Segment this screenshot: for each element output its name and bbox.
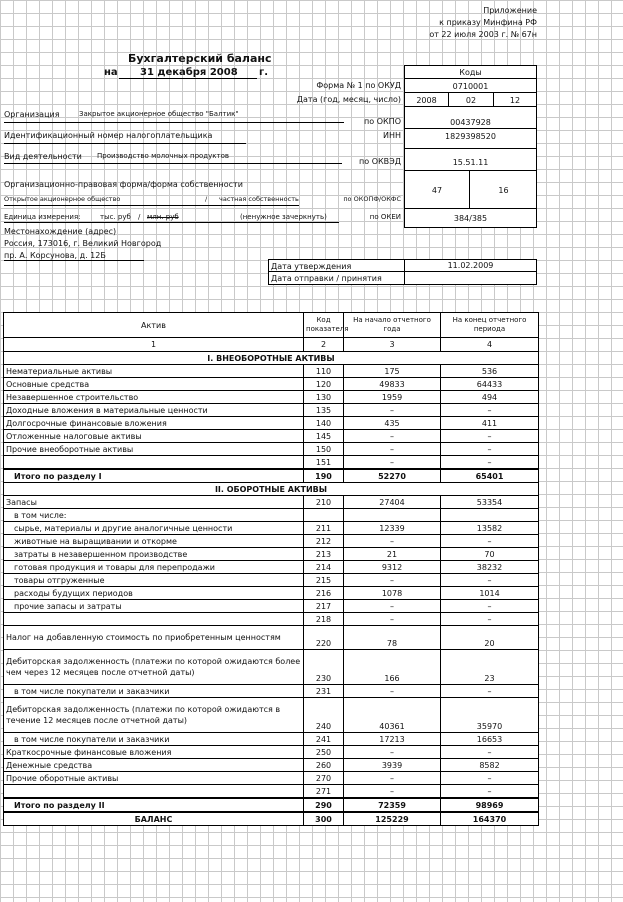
total-row xyxy=(4,469,539,483)
row-label: Прочие оборотные активы xyxy=(4,772,304,785)
row-code: 300 xyxy=(304,812,344,826)
row-start-value: 9312 xyxy=(344,561,441,574)
report-date: 31 декабря 2008 xyxy=(140,67,238,78)
row-end-value: 16653 xyxy=(441,733,539,746)
row-end-value: 411 xyxy=(441,417,539,430)
table-row xyxy=(4,378,539,391)
row-end-value: – xyxy=(441,456,539,470)
row-end-value: 494 xyxy=(441,391,539,404)
legal-form-label: Организационно-правовая форма/форма собственности xyxy=(4,180,243,189)
row-code: 217 xyxy=(304,600,344,613)
okpo-value: 00437928 xyxy=(450,118,491,127)
table-header-nums xyxy=(4,338,539,352)
date-month: 02 xyxy=(465,96,477,105)
org-label: Организация xyxy=(4,110,60,119)
okei-value: 384/385 xyxy=(453,214,488,223)
date-label: Дата (год, месяц, число) xyxy=(296,95,401,104)
row-start-value: – xyxy=(344,600,441,613)
codes-divider xyxy=(404,208,537,209)
row-label: сырье, материалы и другие аналогичные ценности xyxy=(4,522,304,535)
row-code: 211 xyxy=(304,522,344,535)
row-code xyxy=(304,509,344,522)
row-end-value: 20 xyxy=(441,626,539,650)
row-label: готовая продукция и товары для перепродажи xyxy=(4,561,304,574)
row-label: Дебиторская задолженность (платежи по которой ожидаются более чем через 12 месяцев после отчетной даты) xyxy=(4,650,304,685)
row-code: 215 xyxy=(304,574,344,587)
row-label: товары отгруженные xyxy=(4,574,304,587)
codes-divider xyxy=(404,170,537,171)
row-code: 213 xyxy=(304,548,344,561)
okpo-label: по ОКПО xyxy=(364,117,401,126)
approved-value: 11.02.2009 xyxy=(447,261,494,270)
row-end-value: 13582 xyxy=(441,522,539,535)
row-label: Налог на добавленную стоимость по приобретенным ценностям xyxy=(4,626,304,650)
row-code: 270 xyxy=(304,772,344,785)
row-code: 130 xyxy=(304,391,344,404)
table-row xyxy=(4,574,539,587)
row-label: расходы будущих периодов xyxy=(4,587,304,600)
header-start: На начало отчетного года xyxy=(344,313,441,338)
codes-divider xyxy=(404,128,537,129)
inn-label: Идентификационный номер налогоплательщика xyxy=(4,131,213,140)
row-start-value: 1959 xyxy=(344,391,441,404)
table-row xyxy=(4,626,539,650)
row-start-value: 72359 xyxy=(344,798,441,812)
row-label: Незавершенное строительство xyxy=(4,391,304,404)
row-code: 120 xyxy=(304,378,344,391)
ownership-value: частная собственность xyxy=(219,195,299,203)
okei-label: по ОКЕИ xyxy=(369,213,401,221)
row-label: Краткосрочные финансовые вложения xyxy=(4,746,304,759)
table-row xyxy=(4,443,539,456)
row-end-value: – xyxy=(441,685,539,698)
legal-form-value: Открытое акционерное общество xyxy=(4,195,121,203)
row-code: 240 xyxy=(304,698,344,733)
row-start-value xyxy=(344,509,441,522)
row-start-value: 49833 xyxy=(344,378,441,391)
date-suffix: г. xyxy=(259,67,269,78)
row-start-value: – xyxy=(344,613,441,626)
okopf-value: 47 xyxy=(431,186,443,195)
table-row xyxy=(4,535,539,548)
row-start-value: 78 xyxy=(344,626,441,650)
row-end-value: 38232 xyxy=(441,561,539,574)
address-label: Местонахождение (адрес) xyxy=(4,227,117,236)
row-end-value: – xyxy=(441,613,539,626)
row-end-value: 53354 xyxy=(441,496,539,509)
row-code: 230 xyxy=(304,650,344,685)
row-code: 218 xyxy=(304,613,344,626)
row-label: БАЛАНС xyxy=(4,812,304,826)
sent-label: Дата отправки / принятия xyxy=(271,274,382,283)
row-code: 210 xyxy=(304,496,344,509)
address-underline xyxy=(4,260,144,261)
codes-divider xyxy=(404,106,537,107)
date-cells-divider xyxy=(448,92,494,106)
inn-underline xyxy=(4,143,246,144)
row-end-value: 536 xyxy=(441,365,539,378)
row-start-value: 27404 xyxy=(344,496,441,509)
table-row xyxy=(4,404,539,417)
row-start-value: 21 xyxy=(344,548,441,561)
row-code: 231 xyxy=(304,685,344,698)
row-label: Отложенные налоговые активы xyxy=(4,430,304,443)
row-end-value: – xyxy=(441,404,539,417)
total-row xyxy=(4,798,539,812)
row-start-value: – xyxy=(344,772,441,785)
row-code: 250 xyxy=(304,746,344,759)
table-row xyxy=(4,548,539,561)
row-start-value: – xyxy=(344,685,441,698)
total-row xyxy=(4,812,539,826)
table-row xyxy=(4,772,539,785)
table-row xyxy=(4,613,539,626)
row-label: Доходные вложения в материальные ценности xyxy=(4,404,304,417)
row-start-value: 435 xyxy=(344,417,441,430)
row-end-value: 98969 xyxy=(441,798,539,812)
section-header-row xyxy=(4,352,539,365)
unit-label: Единица измерения: xyxy=(4,213,81,221)
row-code: 150 xyxy=(304,443,344,456)
inn-short-label: ИНН xyxy=(382,131,401,140)
row-label: в том числе покупатели и заказчики xyxy=(4,685,304,698)
inn-value: 1829398520 xyxy=(445,132,496,141)
address-line-1: Россия, 173016, г. Великий Новгород xyxy=(4,239,162,248)
row-start-value: – xyxy=(344,574,441,587)
table-row xyxy=(4,650,539,685)
org-underline xyxy=(4,122,344,123)
row-start-value: 1078 xyxy=(344,587,441,600)
row-end-value: – xyxy=(441,430,539,443)
row-end-value: 65401 xyxy=(441,469,539,483)
address-line-2: пр. А. Корсунова, д. 12Б xyxy=(4,251,106,260)
appendix-line-3: от 22 июля 2003 г. № 67н xyxy=(429,30,537,39)
approved-label: Дата утверждения xyxy=(271,262,352,271)
unit-alt: млн. руб xyxy=(147,213,179,221)
legal-form-slash: / xyxy=(205,195,208,203)
okved-value: 15.51.11 xyxy=(452,158,489,167)
row-start-value: 12339 xyxy=(344,522,441,535)
date-prefix: на xyxy=(104,67,118,78)
okopf-divider xyxy=(469,170,470,208)
row-code: 260 xyxy=(304,759,344,772)
table-row xyxy=(4,456,539,470)
row-label: Итого по разделу II xyxy=(4,798,304,812)
appendix-line-2: к приказу Минфина РФ xyxy=(439,18,537,27)
row-code: 190 xyxy=(304,469,344,483)
table-row xyxy=(4,698,539,733)
row-code: 214 xyxy=(304,561,344,574)
row-code: 151 xyxy=(304,456,344,470)
row-label: Основные средства xyxy=(4,378,304,391)
row-end-value: – xyxy=(441,772,539,785)
header-code: Код показателя xyxy=(304,313,344,338)
table-row xyxy=(4,496,539,509)
unit-note: (ненужное зачеркнуть) xyxy=(240,213,327,221)
header-end: На конец отчетного периода xyxy=(441,313,539,338)
form-code: 0710001 xyxy=(452,82,489,91)
row-code: 271 xyxy=(304,785,344,799)
row-end-value: – xyxy=(441,600,539,613)
okved-label: по ОКВЭД xyxy=(359,157,401,166)
okfs-value: 16 xyxy=(498,186,509,195)
row-start-value: – xyxy=(344,746,441,759)
row-start-value: – xyxy=(344,404,441,417)
section-header-row xyxy=(4,483,539,496)
row-start-value: – xyxy=(344,443,441,456)
codes-header: Коды xyxy=(459,68,482,77)
row-start-value: – xyxy=(344,456,441,470)
header-num-2: 2 xyxy=(304,338,344,352)
codes-divider xyxy=(404,78,537,79)
appendix-line-1: Приложение xyxy=(483,6,537,15)
row-label: Дебиторская задолженность (платежи по которой ожидаются в течение 12 месяцев после отчетной даты) xyxy=(4,698,304,733)
row-label xyxy=(4,613,304,626)
row-label: Запасы xyxy=(4,496,304,509)
activity-underline xyxy=(4,163,342,164)
table-row xyxy=(4,561,539,574)
balance-body xyxy=(4,352,539,826)
table-row xyxy=(4,522,539,535)
row-code: 290 xyxy=(304,798,344,812)
okopf-label: по ОКОПФ/ОКФС xyxy=(343,195,401,203)
row-end-value: 35970 xyxy=(441,698,539,733)
table-row xyxy=(4,391,539,404)
activity-value: Производство молочных продуктов xyxy=(97,152,229,160)
row-end-value: – xyxy=(441,785,539,799)
row-end-value: 1014 xyxy=(441,587,539,600)
row-label: в том числе: xyxy=(4,509,304,522)
row-code: 135 xyxy=(304,404,344,417)
legal-form-underline xyxy=(4,205,299,206)
table-row xyxy=(4,417,539,430)
section-title: I. ВНЕОБОРОТНЫЕ АКТИВЫ xyxy=(4,352,539,365)
row-start-value: 40361 xyxy=(344,698,441,733)
codes-divider xyxy=(404,148,537,149)
row-start-value: 166 xyxy=(344,650,441,685)
row-label: в том числе покупатели и заказчики xyxy=(4,733,304,746)
row-label: прочие запасы и затраты xyxy=(4,600,304,613)
header-num-3: 3 xyxy=(344,338,441,352)
table-row xyxy=(4,430,539,443)
form-label: Форма № 1 по ОКУД xyxy=(316,81,401,90)
balance-table xyxy=(3,312,539,826)
date-year: 2008 xyxy=(416,96,437,105)
header-num-4: 4 xyxy=(441,338,539,352)
row-code: 145 xyxy=(304,430,344,443)
org-value: Закрытое акционерное общество "Балтик" xyxy=(79,110,239,118)
row-code: 140 xyxy=(304,417,344,430)
row-end-value: 8582 xyxy=(441,759,539,772)
row-code: 220 xyxy=(304,626,344,650)
table-row xyxy=(4,733,539,746)
table-row xyxy=(4,509,539,522)
row-start-value: 3939 xyxy=(344,759,441,772)
unit-value: тыс. руб xyxy=(100,213,131,221)
activity-label: Вид деятельности xyxy=(4,152,82,161)
row-end-value: – xyxy=(441,574,539,587)
row-end-value: – xyxy=(441,443,539,456)
row-end-value: 164370 xyxy=(441,812,539,826)
table-row xyxy=(4,685,539,698)
table-row xyxy=(4,785,539,799)
section-title: II. ОБОРОТНЫЕ АКТИВЫ xyxy=(4,483,539,496)
row-end-value: 64433 xyxy=(441,378,539,391)
row-start-value: – xyxy=(344,535,441,548)
row-label xyxy=(4,785,304,799)
table-row xyxy=(4,759,539,772)
row-label xyxy=(4,456,304,470)
page-title: Бухгалтерский баланс xyxy=(128,52,272,65)
row-start-value: 17213 xyxy=(344,733,441,746)
row-end-value xyxy=(441,509,539,522)
row-end-value: – xyxy=(441,746,539,759)
row-label: затраты в незавершенном производстве xyxy=(4,548,304,561)
row-start-value: 125229 xyxy=(344,812,441,826)
table-row xyxy=(4,746,539,759)
header-asset: Актив xyxy=(4,313,304,338)
row-start-value: 175 xyxy=(344,365,441,378)
unit-slash: / xyxy=(138,213,141,221)
row-label: Денежные средства xyxy=(4,759,304,772)
row-label: Прочие внеоборотные активы xyxy=(4,443,304,456)
row-code: 212 xyxy=(304,535,344,548)
row-end-value: 70 xyxy=(441,548,539,561)
row-code: 110 xyxy=(304,365,344,378)
row-label: животные на выращивании и откорме xyxy=(4,535,304,548)
row-label: Нематериальные активы xyxy=(4,365,304,378)
row-code: 241 xyxy=(304,733,344,746)
row-label: Долгосрочные финансовые вложения xyxy=(4,417,304,430)
row-start-value: 52270 xyxy=(344,469,441,483)
table-header-row xyxy=(4,313,539,338)
unit-underline xyxy=(4,222,339,223)
date-day: 12 xyxy=(509,96,521,105)
header-num-1: 1 xyxy=(4,338,304,352)
row-start-value: – xyxy=(344,785,441,799)
row-label: Итого по разделу I xyxy=(4,469,304,483)
table-row xyxy=(4,587,539,600)
table-row xyxy=(4,365,539,378)
table-row xyxy=(4,600,539,613)
row-start-value: – xyxy=(344,430,441,443)
row-end-value: 23 xyxy=(441,650,539,685)
row-code: 216 xyxy=(304,587,344,600)
row-end-value: – xyxy=(441,535,539,548)
